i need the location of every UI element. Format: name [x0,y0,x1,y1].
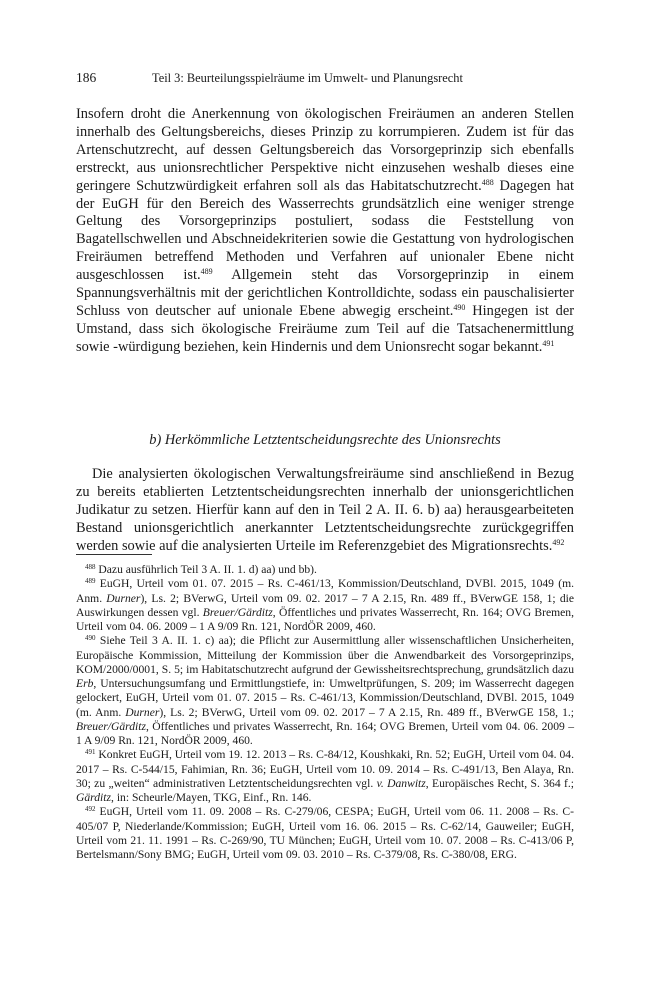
footnote-number: 492 [85,805,96,814]
footnote-divider [76,554,152,555]
footnote-ref[interactable]: 491 [542,338,555,348]
footnote-text: EuGH, Urteil vom 11. 09. 2008 – Rs. C-279/06, CESPA; EuGH, Urteil vom 06. 11. 2008 – Rs. C-405/07 P, Niederlande/Kommission; EuGH, Urteil vom 16. 06. 2015 – Rs. C-62/14, Gauweiler; EuGH, Urteil vom 21. 11. 1991 – Rs. C-269/90, TU München; EuGH, Urteil vom 10. 07. 2008 – Rs. C-413/06 P, Bertelsmann/Sony BMG; EuGH, Urteil vom 09. 03. 2010 – Rs. C-379/08, Rs. C-380/08, ERG. [76,805,574,861]
page-header [76,70,576,86]
footnote-text: , in: Scheurle/Mayen, TKG, Einf., Rn. 146. [111,791,312,804]
body-paragraph [76,106,574,357]
footnote-number: 488 [85,563,96,571]
section-heading: b) Herkömmliche Letztentscheidungsrechte des Unionsrechts [149,432,501,448]
body-paragraph [76,466,574,556]
footnote-text: , Öffentliches und privates Wasserrecht, Rn. 164; OVG Bremen, Urteil vom 04. 06. 2009 – 1 A 9/09 Rn. 121, NordÖR 2009, 460. [76,605,574,633]
footnote-text: , Öffentliches und privates Wasserrecht, Rn. 164; OVG Bremen, Urteil vom 04. 06. 2009 – 1 A 9/09 Rn. 121, NordÖR 2009, 460. [76,719,574,747]
author-name: Durner [125,705,160,719]
footnote [76,563,574,577]
footnote-text: ), Ls. 2; BVerwG, Urteil vom 09. 02. 2017 – 7 A 2.15, Rn. 489 ff., BVerwGE 158, 1; die Auswirkungen dessen vgl. [76,591,575,619]
footnote-ref[interactable]: 488 [481,177,494,187]
paragraph-text: Die analysierten ökologischen Verwaltungsfreiräume sind anschließend in Bezug zu bereits etablierten Letztentscheidungsrechten innerhalb der unionsgerichtlichen Judikatur zu setzen. Hierfür kann auf den in Teil 2 A. II. 6. b) aa) herausgearbeiteten Bestand unionsgerichtlich anerkannter Letztentscheidungsrechte zurückgegriffen werden sowie auf die analysierten Urteile im Referenzgebiet des Migrationsrechts. [76,466,574,554]
author-name: Durner [106,591,141,605]
footnote-text: , Untersuchungsumfang und Ermittlungstiefe, in: Umweltprüfungen, S. 209; im Wasserrecht dagegen gelockert, EuGH, Urteil vom 01. 07. 2015 – Rs. C-461/13, Kommission/Deutschland, DVBl. 2015, 1049 (m. Anm. [76,677,574,719]
footnote-text: Siehe Teil 3 A. II. 1. c) aa); die Pflicht zur Ausermittlung aller wissenschaftlichen Unsicherheiten, Europäische Kommission, Mitteilung der Kommission über die Anwendbarkeit des Vorsorgeprinzips, KOM/2000/0001, S. 5; im Habitatschutzrecht aufgrund der Gewissheitsrechtsprechung, grundsätzlich dazu [76,634,574,676]
author-name: Gärditz [76,791,112,804]
footnote [76,577,574,634]
footnote [76,748,574,805]
footnote-number: 489 [85,577,96,586]
author-name: Breuer/Gärditz [202,605,273,619]
footnote-number: 491 [85,748,96,757]
footnote [76,805,574,862]
author-name: Breuer/Gärditz [76,719,146,733]
footnote-ref[interactable]: 490 [453,302,466,312]
running-title: Teil 3: Beurteilungsspielräume im Umwelt- und Planungsrecht [152,71,463,85]
footnote-text: Konkret EuGH, Urteil vom 19. 12. 2013 – Rs. C-84/12, Koushkaki, Rn. 52; EuGH, Urteil vom 04. 04. 2017 – Rs. C-544/15, Fahimian, Rn. 36; EuGH, Urteil vom 10. 09. 2014 – Rs. C-491/13, Ben Alaya, Rn. 30; zu „weiten“ administrativen Letztentscheidungsrechten vgl. [76,748,574,790]
footnote-number: 490 [85,634,96,643]
paragraph-text: Allgemein steht das Vorsorgeprinzip in einem Spannungsverhältnis mit der gerichtlichen Kontrolldichte, sodass ein pauschalisierter Schluss von deutscher auf unionale Ebene abwegig erscheint. [76,267,574,319]
page-number: 186 [76,70,97,85]
footnotes [76,563,574,862]
footnote-ref[interactable]: 489 [200,267,213,277]
paragraph-text: Hingegen ist der Umstand, dass sich ökologische Freiräume zum Teil auf die Tatsachenermittlung sowie -würdigung beziehen, kein Hindernis und dem Unionsrecht sogar bekannt. [76,302,575,355]
footnote-text: Dazu ausführlich Teil 3 A. II. 1. d) aa) und bb). [95,563,317,576]
paragraph-text: Dagegen hat der EuGH für den Bereich des Wasserrechts grundsätzlich eine weniger strenge Geltung des Vorsorgeprinzips postuliert, sodass die Feststellung von Bagatellschwellen und Abschneidekriterien sowie die Gestattung von hydrologischen Freiräumen betreffend Methoden und Verfahren auf unionaler Ebene nicht ausgeschlossen ist. [76,177,574,284]
footnote [76,634,574,748]
paragraph-text: Insofern droht die Anerkennung von ökologischen Freiräumen an anderen Stellen innerhalb des Geltungsbereichs, dieses Prinzip zu korrumpieren. Zudem ist für das Artenschutzrecht, auf dessen Geltungsbereich das Vorsorgeprinzip sich ebenfalls erstreckt, aus unionsrechtlicher Perspektive nicht einzusehen weshalb dieses eine geringere Schutzwürdigkeit erfahren soll als das Habitatschutzrecht. [76,106,574,194]
footnote-text: , Europäisches Recht, S. 364 f.; [425,776,574,790]
author-name: Erb [76,677,94,690]
footnote-text: ), Ls. 2; BVerwG, Urteil vom 09. 02. 2017 – 7 A 2.15, Rn. 489 ff., BVerwGE 158, 1.; [159,705,574,719]
footnote-ref[interactable]: 492 [552,537,565,547]
footnote-text: EuGH, Urteil vom 01. 07. 2015 – Rs. C-461/13, Kommission/Deutschland, DVBl. 2015, 1049 (m. Anm. [76,577,574,605]
author-name: v. Danwitz [376,776,426,790]
